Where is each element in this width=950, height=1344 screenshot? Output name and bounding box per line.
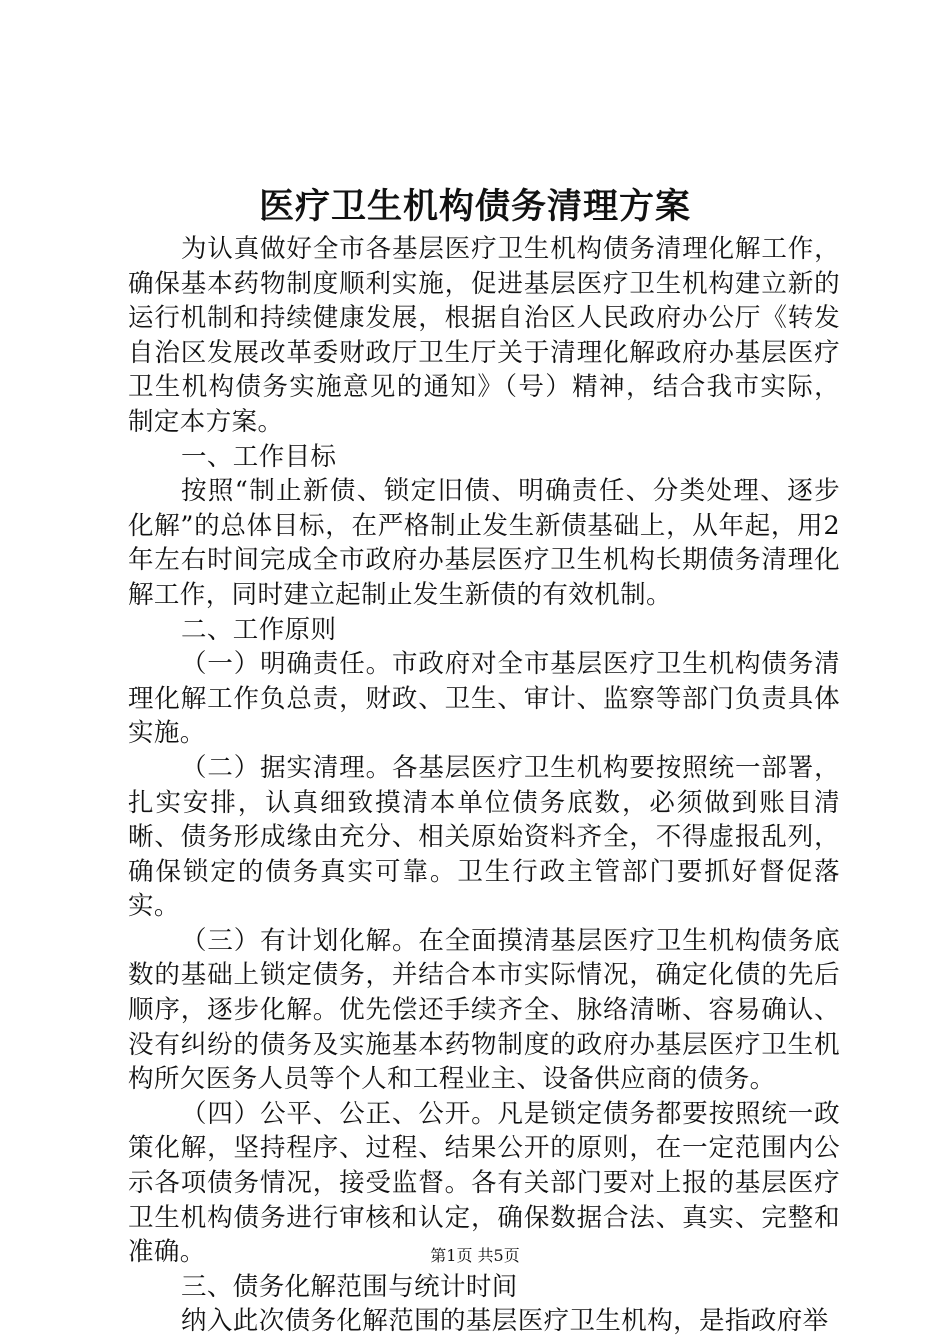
scope-paragraph: 纳入此次债务化解范围的基层医疗卫生机构，是指政府举: [181, 1306, 829, 1337]
goals-paragraph: 按照“制止新债、锁定旧债、明确责任、分类处理、逐步化解”的总体目标，在严格制止发生新债基础上，从年起，用2年左右时间完成全市政府办基层医疗卫生机构长期债务清理化解工作，同时建立起制止发生新债的有效机制。: [128, 476, 840, 610]
page-footer: 第1页 共5页: [430, 1246, 520, 1265]
principle-1-paragraph: （一）明确责任。市政府对全市基层医疗卫生机构债务清理化解工作负总责，财政、卫生、审计、监察等部门负责具体实施。: [128, 649, 840, 749]
document-body: [128, 232, 840, 1339]
principle-3-paragraph: （三）有计划化解。在全面摸清基层医疗卫生机构债务底数的基础上锁定债务，并结合本市实际情况，确定化债的先后顺序，逐步化解。优先偿还手续齐全、脉络清晰、容易确认、没有纠纷的债务及实施基本药物制度的政府办基层医疗卫生机构所欠医务人员等个人和工程业主、设备供应商的债务。: [128, 925, 840, 1095]
document-title: 医疗卫生机构债务清理方案: [258, 186, 691, 227]
principle-4-paragraph: （四）公平、公正、公开。凡是锁定债务都要按照统一政策化解，坚持程序、过程、结果公开的原则，在一定范围内公示各项债务情况，接受监督。各有关部门要对上报的基层医疗卫生机构债务进行审核和认定，确保数据合法、真实、完整和准确。: [128, 1098, 840, 1268]
section-heading-scope: 三、债务化解范围与统计时间: [181, 1271, 518, 1302]
intro-paragraph: 为认真做好全市各基层医疗卫生机构债务清理化解工作，确保基本药物制度顺利实施，促进基层医疗卫生机构建立新的运行机制和持续健康发展，根据自治区人民政府办公厅《转发自治区发展改革委财政厅卫生厅关于清理化解政府办基层医疗卫生机构债务实施意见的通知》（号）精神，结合我市实际，制定本方案。: [128, 234, 840, 437]
principle-2-paragraph: （二）据实清理。各基层医疗卫生机构要按照统一部署，扎实安排，认真细致摸清本单位债务底数，必须做到账目清晰、债务形成缘由充分、相关原始资料齐全，不得虚报乱列，确保锁定的债务真实可靠。卫生行政主管部门要抓好督促落实。: [128, 752, 840, 922]
section-heading-goals: 一、工作目标: [181, 441, 337, 472]
section-heading-principles: 二、工作原则: [181, 614, 337, 645]
